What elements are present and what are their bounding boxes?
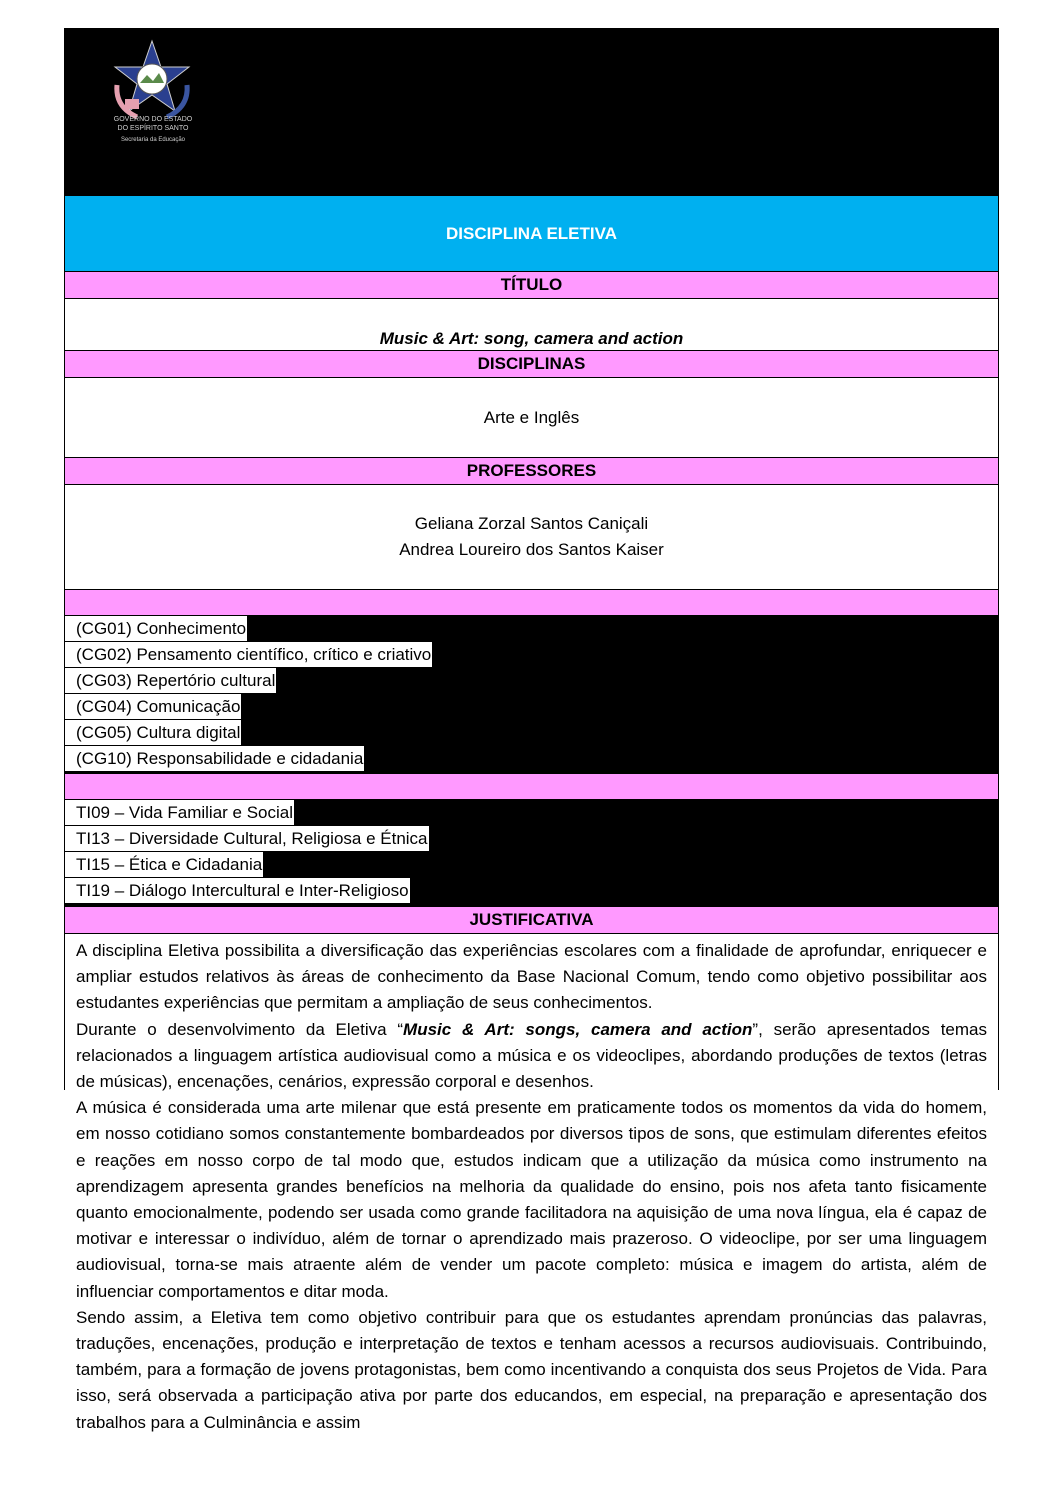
temas-list — [65, 800, 998, 906]
paragraph-2-rest: ”, serão apresentados temas relacionados a linguagem artística audiovisual como a música e os videoclipes, abordando produções de textos (letras de músicas), encenações, cenários, expressão corporal e desenhos. — [76, 1019, 987, 1092]
temas-label-redacted — [65, 773, 998, 800]
tema-item: TI13 – Diversidade Cultural, Religiosa e Étnica — [65, 826, 429, 851]
tema-item: TI15 – Ética e Cidadania — [65, 852, 263, 877]
justificativa-text — [65, 934, 998, 1436]
competencias-label-redacted — [65, 589, 998, 616]
professor-2: Andrea Loureiro dos Santos Kaiser — [399, 540, 664, 559]
justificativa-paragraph-2 — [76, 1017, 987, 1096]
header-band — [65, 29, 998, 196]
titulo-cell — [65, 299, 998, 351]
titulo-label: TÍTULO — [65, 271, 998, 299]
logo-line-3: Secretaria da Educação — [120, 137, 186, 143]
eletiva-title-emphasis: Music & Art: songs, camera and action — [403, 1019, 753, 1039]
logo-line-2: DO ESPÍRITO SANTO — [117, 125, 189, 132]
professores-label: PROFESSORES — [65, 457, 998, 485]
document-table — [64, 28, 999, 1432]
competencia-item: (CG01) Conhecimento — [65, 616, 247, 641]
competencia-item: (CG05) Cultura digital — [65, 720, 241, 745]
disciplinas-cell — [65, 378, 998, 458]
logo-line-1: GOVERNO DO ESTADO — [113, 116, 193, 123]
professor-1: Geliana Zorzal Santos Caniçali — [414, 514, 649, 533]
competencia-item: (CG02) Pensamento científico, crítico e criativo — [65, 642, 432, 667]
competencia-item: (CG10) Responsabilidade e cidadania — [65, 746, 364, 771]
justificativa-paragraph-1: A disciplina Eletiva possibilita a diversificação das experiências escolares com a finalidade de aprofundar, enriquecer e ampliar estudos relativos às áreas de conhecimento da Base Nacional Comum, tendo como objetivo possibilitar aos estudantes experiências que permitam a ampliação de seus conhecimentos. — [76, 941, 987, 1013]
justificativa-label: JUSTIFICATIVA — [65, 906, 998, 934]
disciplinas-value: Arte e Inglês — [483, 408, 580, 427]
tema-item: TI19 – Diálogo Intercultural e Inter-Religioso — [65, 878, 410, 903]
justificativa-paragraph-4: Sendo assim, a Eletiva tem como objetivo contribuir para que os estudantes aprendam pronúncias das palavras, traduções, encenações, produção e interpretação de textos e tenham acessos a recursos audiovisuais. Contribuindo, também, para a formação de jovens protagonistas, bem como incentivando a conquista dos seus Projetos de Vida. Para isso, será observada a participação ativa por parte dos educandos, em especial, na preparação e apresentação dos trabalhos para a Culminância e assim — [76, 1307, 987, 1432]
tema-item: TI09 – Vida Familiar e Social — [65, 800, 294, 825]
competencias-list — [65, 616, 998, 773]
titulo-value: Music & Art: song, camera and action — [379, 329, 684, 348]
professores-cell — [65, 485, 998, 590]
competencia-item: (CG03) Repertório cultural — [65, 668, 276, 693]
disciplinas-label: DISCIPLINAS — [65, 350, 998, 378]
paragraph-2-intro: Durante o desenvolvimento da Eletiva “ — [76, 1019, 404, 1039]
section-title: DISCIPLINA ELETIVA — [65, 196, 998, 272]
justificativa-paragraph-3: A música é considerada uma arte milenar que está presente em praticamente todos os momentos da vida do homem, em nosso cotidiano somos constantemente bombardeados por diversos tipos de sons, que estimulam diferentes efeitos e reações em nosso corpo de tal modo que, estudos indicam que a utilização da música como instrumento na aprendizagem apresenta grandes benefícios na melhoria da qualidade do ensino, pois nos afeta tanto fisicamente quanto emocionalmente, podendo ser usada como grande facilitadora na aquisição de uma nova língua, ela é capaz de motivar e interessar o indivíduo, além de tornar o aprendizado mais prazeroso. O videoclipe, por ser uma linguagem audiovisual, torna-se mais atraente além de vender um pacote completo: música e imagem do artista, além de influenciar comportamentos e ditar moda. — [76, 1098, 987, 1301]
competencia-item: (CG04) Comunicação — [65, 694, 241, 719]
